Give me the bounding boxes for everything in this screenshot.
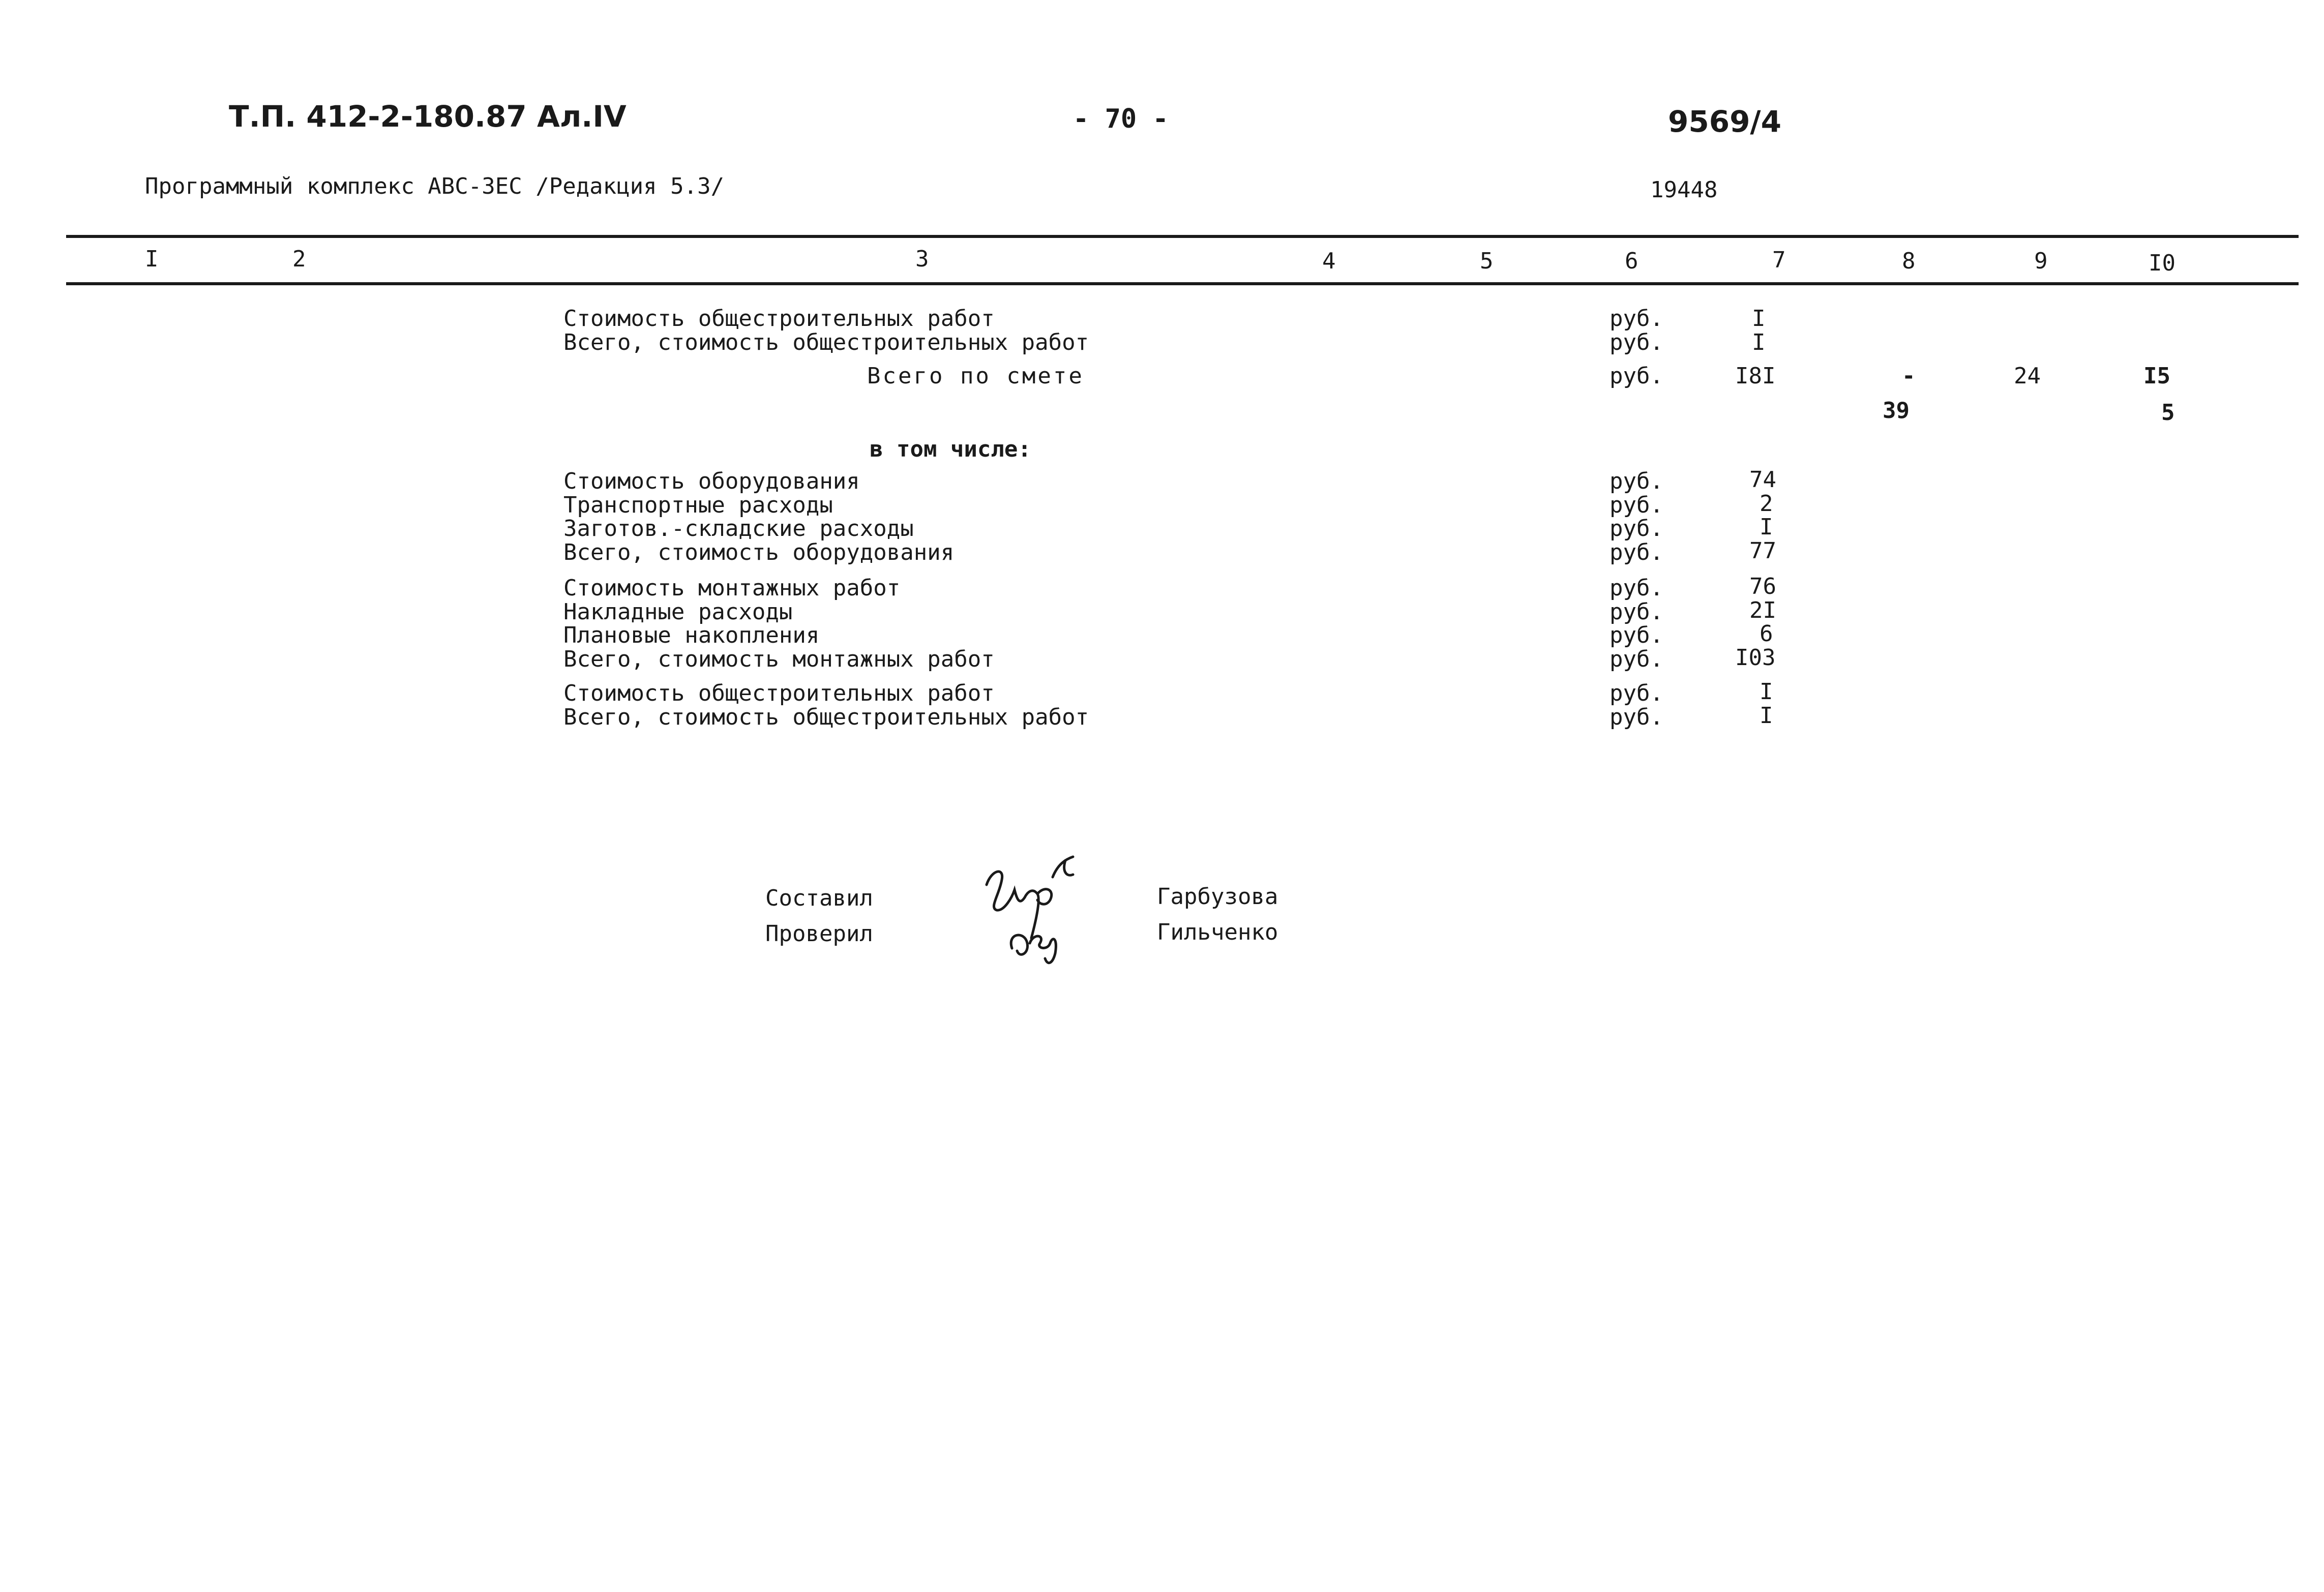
col-header-1: I bbox=[145, 246, 159, 272]
row-col7: 6 bbox=[1760, 621, 1773, 647]
col-header-4: 4 bbox=[1322, 248, 1336, 274]
row-col7: I bbox=[1760, 514, 1773, 540]
row-text: Транспортные расходы bbox=[563, 492, 833, 518]
row-col7: 2I bbox=[1749, 597, 1776, 623]
row-text: Всего, стоимость монтажных работ bbox=[563, 646, 995, 672]
row-col7: 77 bbox=[1749, 538, 1776, 564]
row-text: Всего, стоимость общестроительных работ bbox=[563, 704, 1089, 730]
row-text: Всего, стоимость общестроительных работ bbox=[563, 329, 1089, 355]
page-number: - 70 - bbox=[1073, 104, 1169, 134]
row-text: Стоимость общестроительных работ bbox=[563, 680, 995, 706]
row-col8: 39 bbox=[1883, 398, 1910, 424]
row-col7: I03 bbox=[1735, 645, 1776, 671]
row-col7: 76 bbox=[1749, 574, 1776, 599]
row-unit: руб. bbox=[1610, 704, 1663, 730]
row-text: Заготов.-складские расходы bbox=[563, 516, 914, 542]
table-header-rule bbox=[66, 282, 2299, 285]
signature-name: Гарбузова bbox=[1157, 884, 1278, 910]
row-col10: I5 bbox=[2143, 363, 2170, 389]
row-text: Накладные расходы bbox=[563, 599, 793, 625]
row-unit: руб. bbox=[1610, 363, 1663, 389]
row-col7: I bbox=[1760, 679, 1773, 705]
signature-name: Гильченко bbox=[1157, 919, 1278, 945]
row-unit: руб. bbox=[1610, 306, 1663, 332]
signature-role: Проверил bbox=[765, 921, 873, 947]
col-header-5: 5 bbox=[1480, 248, 1494, 274]
row-text: Всего, стоимость оборудования bbox=[563, 539, 955, 565]
row-unit: руб. bbox=[1610, 575, 1663, 601]
row-text: Стоимость монтажных работ bbox=[563, 575, 901, 601]
row-unit: руб. bbox=[1610, 468, 1663, 494]
row-unit: руб. bbox=[1610, 492, 1663, 518]
col-header-7: 7 bbox=[1772, 247, 1786, 273]
col-header-10: I0 bbox=[2149, 250, 2176, 276]
row-col7: I8I bbox=[1735, 363, 1776, 389]
row-col9: 24 bbox=[2014, 363, 2041, 389]
row-unit: руб. bbox=[1610, 680, 1663, 706]
table-top-rule bbox=[66, 235, 2299, 238]
row-unit: руб. bbox=[1610, 539, 1663, 565]
row-col10: 5 bbox=[2161, 400, 2175, 426]
row-unit: руб. bbox=[1610, 599, 1663, 625]
row-col7: I bbox=[1752, 329, 1766, 355]
software-line: Программный комплекс АВС-ЗЕС /Редакция 5.3/ bbox=[145, 173, 725, 199]
doc-number: 9569/4 bbox=[1668, 104, 1781, 139]
row-unit: руб. bbox=[1610, 646, 1663, 672]
doc-id: 19448 bbox=[1650, 177, 1718, 203]
row-col8: - bbox=[1902, 363, 1916, 389]
row-unit: руб. bbox=[1610, 516, 1663, 542]
handwritten-signatures-icon bbox=[976, 849, 1098, 971]
col-header-8: 8 bbox=[1902, 248, 1916, 274]
row-col7: I bbox=[1752, 306, 1766, 332]
row-col7: 74 bbox=[1749, 467, 1776, 493]
signature-role: Составил bbox=[765, 885, 873, 911]
row-text: Всего по смете bbox=[867, 363, 1084, 389]
row-text: в том числе: bbox=[870, 436, 1031, 462]
col-header-2: 2 bbox=[292, 246, 306, 272]
col-header-9: 9 bbox=[2034, 248, 2048, 274]
col-header-6: 6 bbox=[1625, 248, 1638, 274]
row-text: Плановые накопления bbox=[563, 622, 820, 648]
row-col7: I bbox=[1760, 703, 1773, 729]
project-code: Т.П. 412-2-180.87 Ал.IV bbox=[229, 99, 627, 134]
row-unit: руб. bbox=[1610, 329, 1663, 355]
row-text: Стоимость оборудования bbox=[563, 468, 860, 494]
col-header-3: 3 bbox=[915, 246, 929, 272]
row-col7: 2 bbox=[1760, 491, 1773, 517]
row-text: Стоимость общестроительных работ bbox=[563, 306, 995, 332]
row-unit: руб. bbox=[1610, 622, 1663, 648]
